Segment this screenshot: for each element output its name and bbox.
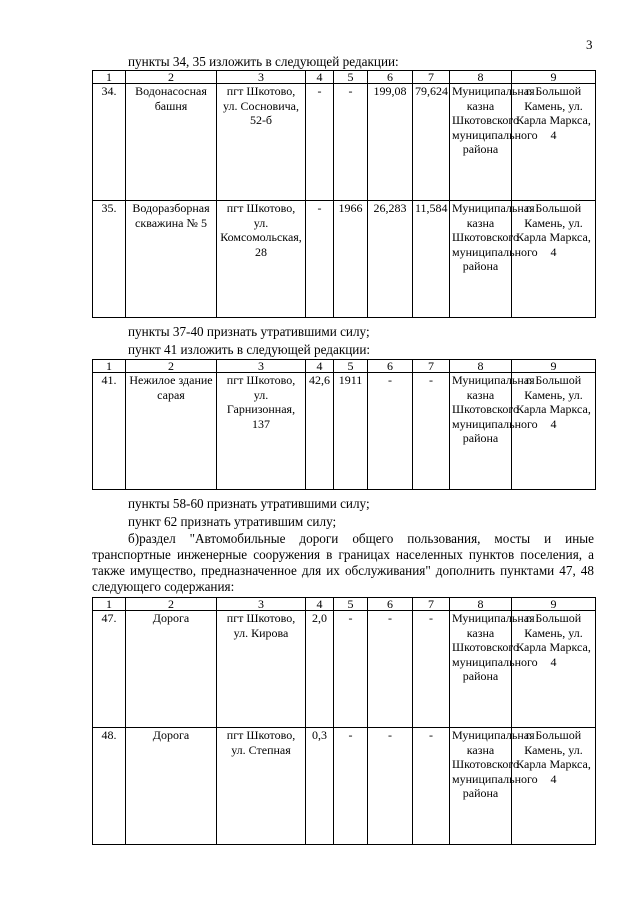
column-number-cell: 9 [512, 598, 596, 611]
table-row [93, 201, 596, 318]
year-cell: 1966 [334, 201, 368, 318]
address-cell: пгт Шкотово, ул. Степная [217, 728, 306, 845]
property-table-item-41 [92, 359, 596, 490]
page-number: 3 [586, 37, 593, 52]
table-row [93, 728, 596, 845]
section-b-paragraph: б)раздел "Автомобильные дороги общего пользования, мосты и иные транспортные инженерные сооружения в границах населенных пунктов поселения, а также имущество, предназначенное для их обслуживания" дополнить пунктами 47, 48 следующего содержания: [92, 531, 594, 594]
column-number-cell: 5 [334, 71, 368, 84]
intro-items-34-35: пункты 34, 35 изложить в следующей редакции: [128, 54, 399, 69]
column-number-cell: 5 [334, 360, 368, 373]
column-number-cell: 6 [368, 71, 413, 84]
residual-cell: - [413, 373, 450, 490]
value-cell: - [368, 728, 413, 845]
area-cell: 0,3 [306, 728, 334, 845]
column-number-cell: 1 [93, 71, 126, 84]
area-cell: 42,6 [306, 373, 334, 490]
location-cell: г. Большой Камень, ул. Карла Маркса, 4 [512, 728, 596, 845]
column-number-row [93, 598, 596, 611]
column-number-cell: 8 [450, 598, 512, 611]
owner-cell: Муниципальная казна Шкотовского муниципального района [450, 201, 512, 318]
table-row [93, 84, 596, 201]
column-number-row [93, 71, 596, 84]
value-cell: - [368, 373, 413, 490]
num-cell: 48. [93, 728, 126, 845]
column-number-cell: 1 [93, 598, 126, 611]
area-cell: - [306, 201, 334, 318]
residual-cell: 79,624 [413, 84, 450, 201]
owner-cell: Муниципальная казна Шкотовского муниципального района [450, 728, 512, 845]
residual-cell: 11,584 [413, 201, 450, 318]
column-number-cell: 9 [512, 360, 596, 373]
item-62-repealed: пункт 62 признать утратившим силу; [128, 514, 337, 529]
area-cell: 2,0 [306, 611, 334, 728]
owner-cell: Муниципальная казна Шкотовского муниципального района [450, 611, 512, 728]
column-number-cell: 5 [334, 598, 368, 611]
column-number-cell: 4 [306, 360, 334, 373]
owner-cell: Муниципальная казна Шкотовского муниципального района [450, 373, 512, 490]
column-number-row [93, 360, 596, 373]
location-cell: г. Большой Камень, ул. Карла Маркса, 4 [512, 373, 596, 490]
column-number-cell: 7 [413, 360, 450, 373]
column-number-cell: 1 [93, 360, 126, 373]
value-cell: - [368, 611, 413, 728]
residual-cell: - [413, 611, 450, 728]
location-cell: г. Большой Камень, ул. Карла Маркса, 4 [512, 84, 596, 201]
year-cell: - [334, 611, 368, 728]
column-number-cell: 3 [217, 71, 306, 84]
owner-cell: Муниципальная казна Шкотовского муниципального района [450, 84, 512, 201]
column-number-cell: 4 [306, 71, 334, 84]
table-row [93, 611, 596, 728]
column-number-cell: 2 [126, 71, 217, 84]
num-cell: 35. [93, 201, 126, 318]
location-cell: г. Большой Камень, ул. Карла Маркса, 4 [512, 611, 596, 728]
column-number-cell: 7 [413, 598, 450, 611]
column-number-cell: 2 [126, 598, 217, 611]
value-cell: 26,283 [368, 201, 413, 318]
column-number-cell: 6 [368, 598, 413, 611]
year-cell: - [334, 84, 368, 201]
name-cell: Нежилое здание сарая [126, 373, 217, 490]
address-cell: пгт Шкотово, ул. Сосновича, 52-б [217, 84, 306, 201]
location-cell: г. Большой Камень, ул. Карла Маркса, 4 [512, 201, 596, 318]
property-table-items-47-48 [92, 597, 596, 845]
address-cell: пгт Шкотово, ул. Гарнизонная, 137 [217, 373, 306, 490]
area-cell: - [306, 84, 334, 201]
column-number-cell: 9 [512, 71, 596, 84]
column-number-cell: 8 [450, 360, 512, 373]
column-number-cell: 6 [368, 360, 413, 373]
name-cell: Водонасосная башня [126, 84, 217, 201]
column-number-cell: 8 [450, 71, 512, 84]
value-cell: 199,08 [368, 84, 413, 201]
column-number-cell: 3 [217, 598, 306, 611]
name-cell: Дорога [126, 728, 217, 845]
year-cell: - [334, 728, 368, 845]
num-cell: 41. [93, 373, 126, 490]
table-row [93, 373, 596, 490]
items-58-60-repealed: пункты 58-60 признать утратившими силу; [128, 496, 370, 511]
items-37-40-repealed: пункты 37-40 признать утратившими силу; [128, 324, 370, 339]
property-table-items-34-35 [92, 70, 596, 318]
num-cell: 34. [93, 84, 126, 201]
residual-cell: - [413, 728, 450, 845]
address-cell: пгт Шкотово, ул. Кирова [217, 611, 306, 728]
column-number-cell: 7 [413, 71, 450, 84]
name-cell: Дорога [126, 611, 217, 728]
column-number-cell: 2 [126, 360, 217, 373]
year-cell: 1911 [334, 373, 368, 490]
address-cell: пгт Шкотово, ул. Комсомольская, 28 [217, 201, 306, 318]
num-cell: 47. [93, 611, 126, 728]
column-number-cell: 3 [217, 360, 306, 373]
name-cell: Водоразборная скважина № 5 [126, 201, 217, 318]
column-number-cell: 4 [306, 598, 334, 611]
item-41-intro: пункт 41 изложить в следующей редакции: [128, 342, 371, 357]
